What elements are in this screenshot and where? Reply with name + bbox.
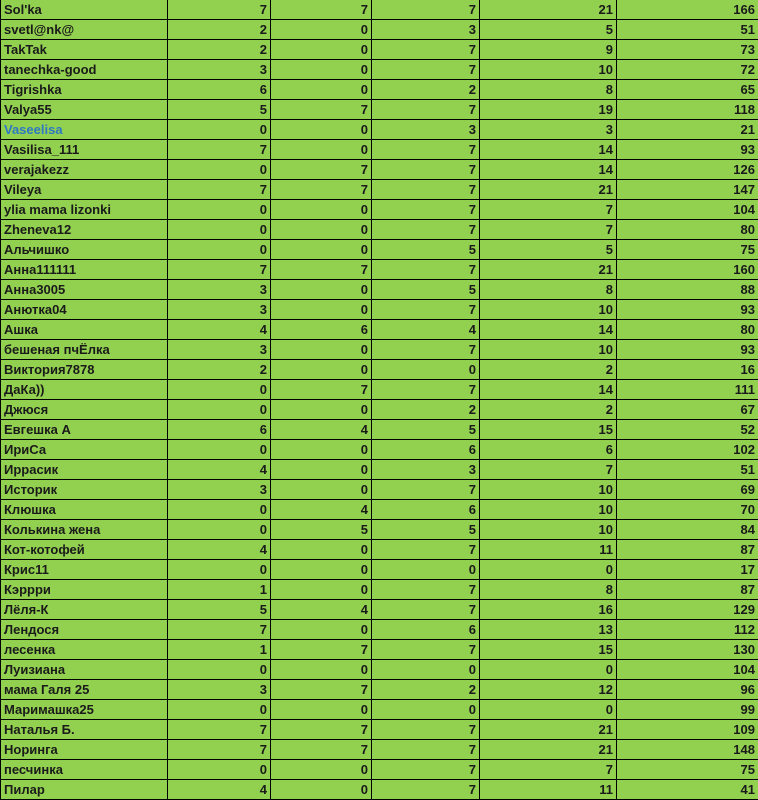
score-cell-1[interactable]: 0 (168, 240, 271, 260)
score-cell-2[interactable]: 0 (271, 340, 372, 360)
table-row (1, 340, 758, 360)
score-cell-3[interactable]: 5 (372, 280, 480, 300)
total-cell[interactable]: 147 (617, 180, 758, 200)
total-cell[interactable]: 104 (617, 200, 758, 220)
table-row (1, 700, 758, 720)
table-row (1, 260, 758, 280)
table-row (1, 780, 758, 800)
table-row (1, 640, 758, 660)
score-cell-2[interactable]: 0 (271, 360, 372, 380)
total-cell[interactable]: 65 (617, 80, 758, 100)
total-cell[interactable]: 104 (617, 660, 758, 680)
score-cell-1[interactable]: 0 (168, 700, 271, 720)
name-cell[interactable]: Виктория7878 (1, 360, 168, 380)
score-cell-1[interactable]: 3 (168, 300, 271, 320)
score-cell-4[interactable]: 8 (480, 280, 617, 300)
score-cell-4[interactable]: 11 (480, 540, 617, 560)
score-cell-4[interactable]: 19 (480, 100, 617, 120)
score-cell-2[interactable]: 7 (271, 740, 372, 760)
total-cell[interactable]: 148 (617, 740, 758, 760)
score-cell-4[interactable]: 7 (480, 200, 617, 220)
table-row (1, 580, 758, 600)
score-cell-2[interactable]: 0 (271, 80, 372, 100)
score-cell-3[interactable]: 0 (372, 560, 480, 580)
score-cell-3[interactable]: 4 (372, 320, 480, 340)
score-cell-4[interactable]: 9 (480, 40, 617, 60)
score-cell-3[interactable]: 7 (372, 600, 480, 620)
name-cell[interactable]: ДаКа)) (1, 380, 168, 400)
score-cell-3[interactable]: 0 (372, 700, 480, 720)
name-cell[interactable]: ИриСа (1, 440, 168, 460)
table-row (1, 40, 758, 60)
score-cell-4[interactable]: 0 (480, 660, 617, 680)
total-cell[interactable]: 67 (617, 400, 758, 420)
score-cell-2[interactable]: 0 (271, 240, 372, 260)
score-cell-1[interactable]: 4 (168, 460, 271, 480)
table-row (1, 380, 758, 400)
total-cell[interactable]: 93 (617, 140, 758, 160)
score-cell-2[interactable]: 0 (271, 620, 372, 640)
table-row (1, 180, 758, 200)
score-cell-2[interactable]: 7 (271, 640, 372, 660)
score-cell-3[interactable]: 7 (372, 40, 480, 60)
score-cell-4[interactable]: 14 (480, 320, 617, 340)
score-cell-4[interactable]: 15 (480, 640, 617, 660)
total-cell[interactable]: 69 (617, 480, 758, 500)
score-cell-3[interactable]: 7 (372, 640, 480, 660)
total-cell[interactable]: 80 (617, 320, 758, 340)
score-cell-4[interactable]: 11 (480, 780, 617, 800)
name-cell[interactable]: Vileya (1, 180, 168, 200)
score-cell-2[interactable]: 0 (271, 460, 372, 480)
table-row (1, 300, 758, 320)
score-cell-1[interactable]: 2 (168, 360, 271, 380)
score-cell-1[interactable]: 0 (168, 160, 271, 180)
name-cell[interactable]: ylia mama lizonki (1, 200, 168, 220)
score-cell-2[interactable]: 0 (271, 220, 372, 240)
name-cell[interactable]: Альчишко (1, 240, 168, 260)
total-cell[interactable]: 130 (617, 640, 758, 660)
score-cell-3[interactable]: 7 (372, 340, 480, 360)
total-cell[interactable]: 52 (617, 420, 758, 440)
table-row (1, 0, 758, 20)
score-cell-1[interactable]: 7 (168, 620, 271, 640)
score-cell-1[interactable]: 0 (168, 440, 271, 460)
score-table-body (1, 0, 758, 800)
table-row (1, 140, 758, 160)
name-cell[interactable]: Норинга (1, 740, 168, 760)
score-cell-1[interactable]: 3 (168, 280, 271, 300)
score-cell-2[interactable]: 7 (271, 160, 372, 180)
total-cell[interactable]: 112 (617, 620, 758, 640)
score-cell-1[interactable]: 0 (168, 400, 271, 420)
name-cell[interactable]: лесенка (1, 640, 168, 660)
table-row (1, 320, 758, 340)
name-cell[interactable]: мама Галя 25 (1, 680, 168, 700)
score-cell-2[interactable]: 0 (271, 700, 372, 720)
table-row (1, 220, 758, 240)
name-cell[interactable]: Кэррри (1, 580, 168, 600)
total-cell[interactable]: 109 (617, 720, 758, 740)
name-cell[interactable]: Крис11 (1, 560, 168, 580)
total-cell[interactable]: 80 (617, 220, 758, 240)
score-cell-3[interactable]: 7 (372, 300, 480, 320)
score-cell-3[interactable]: 7 (372, 480, 480, 500)
total-cell[interactable]: 99 (617, 700, 758, 720)
score-cell-2[interactable]: 0 (271, 40, 372, 60)
score-cell-2[interactable]: 7 (271, 720, 372, 740)
score-cell-1[interactable]: 2 (168, 40, 271, 60)
score-cell-2[interactable]: 6 (271, 320, 372, 340)
score-cell-3[interactable]: 7 (372, 160, 480, 180)
score-cell-3[interactable]: 2 (372, 80, 480, 100)
total-cell[interactable]: 51 (617, 20, 758, 40)
total-cell[interactable]: 70 (617, 500, 758, 520)
score-cell-2[interactable]: 0 (271, 480, 372, 500)
score-cell-1[interactable]: 0 (168, 200, 271, 220)
score-cell-1[interactable]: 7 (168, 140, 271, 160)
score-cell-2[interactable]: 4 (271, 600, 372, 620)
name-cell[interactable]: tanechka-good (1, 60, 168, 80)
total-cell[interactable]: 88 (617, 280, 758, 300)
score-cell-4[interactable]: 5 (480, 20, 617, 40)
name-cell[interactable]: Tigrishka (1, 80, 168, 100)
score-cell-1[interactable]: 5 (168, 100, 271, 120)
name-cell[interactable]: Пилар (1, 780, 168, 800)
total-cell[interactable]: 51 (617, 460, 758, 480)
score-cell-4[interactable]: 8 (480, 80, 617, 100)
score-cell-3[interactable]: 7 (372, 740, 480, 760)
name-cell[interactable]: Клюшка (1, 500, 168, 520)
score-cell-2[interactable]: 0 (271, 60, 372, 80)
table-row (1, 80, 758, 100)
score-cell-2[interactable]: 7 (271, 100, 372, 120)
name-cell[interactable]: Анютка04 (1, 300, 168, 320)
score-cell-4[interactable]: 0 (480, 560, 617, 580)
name-cell[interactable]: Наталья Б. (1, 720, 168, 740)
name-cell[interactable]: Анна111111 (1, 260, 168, 280)
table-row (1, 520, 758, 540)
score-cell-1[interactable]: 0 (168, 520, 271, 540)
table-row (1, 460, 758, 480)
score-cell-4[interactable]: 21 (480, 260, 617, 280)
score-cell-2[interactable]: 4 (271, 500, 372, 520)
total-cell[interactable]: 17 (617, 560, 758, 580)
table-row (1, 660, 758, 680)
score-cell-2[interactable]: 0 (271, 120, 372, 140)
score-cell-2[interactable]: 0 (271, 580, 372, 600)
total-cell[interactable]: 129 (617, 600, 758, 620)
score-cell-1[interactable]: 4 (168, 780, 271, 800)
score-cell-2[interactable]: 0 (271, 560, 372, 580)
score-cell-2[interactable]: 7 (271, 180, 372, 200)
score-cell-4[interactable]: 21 (480, 720, 617, 740)
name-cell[interactable]: Евгешка А (1, 420, 168, 440)
score-cell-4[interactable]: 10 (480, 340, 617, 360)
score-cell-3[interactable]: 5 (372, 240, 480, 260)
score-cell-2[interactable]: 0 (271, 760, 372, 780)
score-cell-1[interactable]: 3 (168, 60, 271, 80)
name-cell[interactable]: Историк (1, 480, 168, 500)
table-row (1, 680, 758, 700)
score-cell-4[interactable]: 21 (480, 0, 617, 20)
name-cell[interactable]: Valya55 (1, 100, 168, 120)
score-cell-4[interactable]: 7 (480, 760, 617, 780)
name-cell[interactable]: Луизиана (1, 660, 168, 680)
score-cell-3[interactable]: 5 (372, 420, 480, 440)
score-cell-4[interactable]: 21 (480, 180, 617, 200)
name-cell[interactable]: Колькина жена (1, 520, 168, 540)
score-cell-3[interactable]: 6 (372, 440, 480, 460)
score-cell-1[interactable]: 0 (168, 380, 271, 400)
table-row (1, 720, 758, 740)
score-cell-3[interactable]: 3 (372, 460, 480, 480)
total-cell[interactable]: 84 (617, 520, 758, 540)
score-cell-4[interactable]: 14 (480, 160, 617, 180)
score-cell-3[interactable]: 7 (372, 220, 480, 240)
score-cell-4[interactable]: 16 (480, 600, 617, 620)
score-cell-1[interactable]: 0 (168, 660, 271, 680)
score-cell-1[interactable]: 6 (168, 80, 271, 100)
name-cell[interactable]: TakTak (1, 40, 168, 60)
score-cell-1[interactable]: 3 (168, 340, 271, 360)
table-row (1, 760, 758, 780)
score-cell-4[interactable]: 0 (480, 700, 617, 720)
total-cell[interactable]: 41 (617, 780, 758, 800)
score-cell-3[interactable]: 7 (372, 720, 480, 740)
name-cell[interactable]: Ашка (1, 320, 168, 340)
score-cell-1[interactable]: 3 (168, 680, 271, 700)
table-row (1, 280, 758, 300)
total-cell[interactable]: 160 (617, 260, 758, 280)
score-cell-4[interactable]: 14 (480, 140, 617, 160)
name-cell[interactable]: Vasilisa_111 (1, 140, 168, 160)
score-cell-3[interactable]: 6 (372, 500, 480, 520)
score-cell-3[interactable]: 0 (372, 360, 480, 380)
score-cell-2[interactable]: 4 (271, 420, 372, 440)
table-row (1, 540, 758, 560)
score-cell-1[interactable]: 2 (168, 20, 271, 40)
score-cell-4[interactable]: 10 (480, 480, 617, 500)
score-cell-2[interactable]: 7 (271, 0, 372, 20)
table-row (1, 560, 758, 580)
score-cell-2[interactable]: 5 (271, 520, 372, 540)
table-row (1, 440, 758, 460)
table-row (1, 160, 758, 180)
table-row (1, 20, 758, 40)
score-cell-2[interactable]: 0 (271, 400, 372, 420)
score-cell-2[interactable]: 0 (271, 300, 372, 320)
score-cell-1[interactable]: 0 (168, 760, 271, 780)
score-cell-1[interactable]: 0 (168, 120, 271, 140)
total-cell[interactable]: 111 (617, 380, 758, 400)
name-cell[interactable]: Лёля-К (1, 600, 168, 620)
score-cell-1[interactable]: 6 (168, 420, 271, 440)
score-cell-1[interactable]: 1 (168, 580, 271, 600)
table-row (1, 200, 758, 220)
score-cell-2[interactable]: 0 (271, 540, 372, 560)
total-cell[interactable]: 72 (617, 60, 758, 80)
score-cell-3[interactable]: 5 (372, 520, 480, 540)
score-cell-1[interactable]: 7 (168, 260, 271, 280)
score-cell-1[interactable]: 3 (168, 480, 271, 500)
score-cell-1[interactable]: 4 (168, 540, 271, 560)
total-cell[interactable]: 21 (617, 120, 758, 140)
score-cell-2[interactable]: 0 (271, 280, 372, 300)
table-row (1, 240, 758, 260)
score-cell-4[interactable]: 3 (480, 120, 617, 140)
score-cell-1[interactable]: 5 (168, 600, 271, 620)
total-cell[interactable]: 75 (617, 240, 758, 260)
score-cell-2[interactable]: 7 (271, 260, 372, 280)
table-row (1, 360, 758, 380)
score-cell-3[interactable]: 3 (372, 20, 480, 40)
total-cell[interactable]: 118 (617, 100, 758, 120)
total-cell[interactable]: 16 (617, 360, 758, 380)
name-cell[interactable]: Vaseelisa (1, 120, 168, 140)
total-cell[interactable]: 73 (617, 40, 758, 60)
score-cell-3[interactable]: 7 (372, 380, 480, 400)
total-cell[interactable]: 126 (617, 160, 758, 180)
table-row (1, 100, 758, 120)
score-cell-1[interactable]: 7 (168, 740, 271, 760)
score-cell-1[interactable]: 1 (168, 640, 271, 660)
name-cell[interactable]: Sol'ka (1, 0, 168, 20)
score-cell-3[interactable]: 3 (372, 120, 480, 140)
score-cell-4[interactable]: 7 (480, 460, 617, 480)
name-cell[interactable]: verajakezz (1, 160, 168, 180)
name-cell[interactable]: песчинка (1, 760, 168, 780)
total-cell[interactable]: 93 (617, 340, 758, 360)
score-cell-4[interactable]: 10 (480, 500, 617, 520)
total-cell[interactable]: 166 (617, 0, 758, 20)
score-cell-4[interactable]: 13 (480, 620, 617, 640)
score-cell-3[interactable]: 7 (372, 180, 480, 200)
score-cell-4[interactable]: 21 (480, 740, 617, 760)
score-cell-4[interactable]: 10 (480, 520, 617, 540)
score-cell-4[interactable]: 15 (480, 420, 617, 440)
score-cell-3[interactable]: 7 (372, 580, 480, 600)
score-cell-4[interactable]: 2 (480, 360, 617, 380)
total-cell[interactable]: 75 (617, 760, 758, 780)
total-cell[interactable]: 87 (617, 540, 758, 560)
name-cell[interactable]: бешеная пчЁлка (1, 340, 168, 360)
score-cell-3[interactable]: 7 (372, 140, 480, 160)
score-cell-1[interactable]: 7 (168, 0, 271, 20)
score-cell-4[interactable]: 8 (480, 580, 617, 600)
name-cell[interactable]: Лендося (1, 620, 168, 640)
score-cell-4[interactable]: 10 (480, 300, 617, 320)
score-cell-2[interactable]: 0 (271, 140, 372, 160)
score-cell-2[interactable]: 7 (271, 680, 372, 700)
score-cell-1[interactable]: 4 (168, 320, 271, 340)
name-cell[interactable]: Кот-котофей (1, 540, 168, 560)
total-cell[interactable]: 96 (617, 680, 758, 700)
table-row (1, 740, 758, 760)
name-cell[interactable]: Иррасик (1, 460, 168, 480)
name-cell[interactable]: Джюся (1, 400, 168, 420)
score-cell-1[interactable]: 0 (168, 500, 271, 520)
score-cell-4[interactable]: 12 (480, 680, 617, 700)
name-cell[interactable]: Zheneva12 (1, 220, 168, 240)
score-cell-2[interactable]: 0 (271, 200, 372, 220)
score-cell-3[interactable]: 2 (372, 680, 480, 700)
name-cell[interactable]: Маримашка25 (1, 700, 168, 720)
score-cell-3[interactable]: 7 (372, 760, 480, 780)
table-row (1, 600, 758, 620)
score-cell-2[interactable]: 0 (271, 20, 372, 40)
total-cell[interactable]: 93 (617, 300, 758, 320)
score-cell-1[interactable]: 7 (168, 720, 271, 740)
table-row (1, 400, 758, 420)
score-cell-4[interactable]: 7 (480, 220, 617, 240)
name-cell[interactable]: Анна3005 (1, 280, 168, 300)
score-cell-1[interactable]: 7 (168, 180, 271, 200)
score-cell-3[interactable]: 2 (372, 400, 480, 420)
score-cell-3[interactable]: 7 (372, 100, 480, 120)
score-cell-3[interactable]: 6 (372, 620, 480, 640)
score-cell-4[interactable]: 6 (480, 440, 617, 460)
score-cell-1[interactable]: 0 (168, 220, 271, 240)
score-cell-3[interactable]: 7 (372, 200, 480, 220)
score-cell-4[interactable]: 10 (480, 60, 617, 80)
total-cell[interactable]: 87 (617, 580, 758, 600)
score-cell-4[interactable]: 2 (480, 400, 617, 420)
score-cell-3[interactable]: 7 (372, 260, 480, 280)
table-row (1, 60, 758, 80)
total-cell[interactable]: 102 (617, 440, 758, 460)
table-row (1, 500, 758, 520)
name-cell[interactable]: svetl@nk@ (1, 20, 168, 40)
score-cell-3[interactable]: 7 (372, 540, 480, 560)
table-row (1, 420, 758, 440)
table-row (1, 480, 758, 500)
score-cell-2[interactable]: 0 (271, 440, 372, 460)
score-cell-2[interactable]: 0 (271, 660, 372, 680)
score-cell-1[interactable]: 0 (168, 560, 271, 580)
score-cell-4[interactable]: 14 (480, 380, 617, 400)
score-cell-2[interactable]: 7 (271, 380, 372, 400)
score-cell-2[interactable]: 0 (271, 780, 372, 800)
table-row (1, 620, 758, 640)
table-row (1, 120, 758, 140)
score-cell-3[interactable]: 0 (372, 660, 480, 680)
score-cell-4[interactable]: 5 (480, 240, 617, 260)
score-cell-3[interactable]: 7 (372, 0, 480, 20)
score-cell-3[interactable]: 7 (372, 60, 480, 80)
score-cell-3[interactable]: 7 (372, 780, 480, 800)
